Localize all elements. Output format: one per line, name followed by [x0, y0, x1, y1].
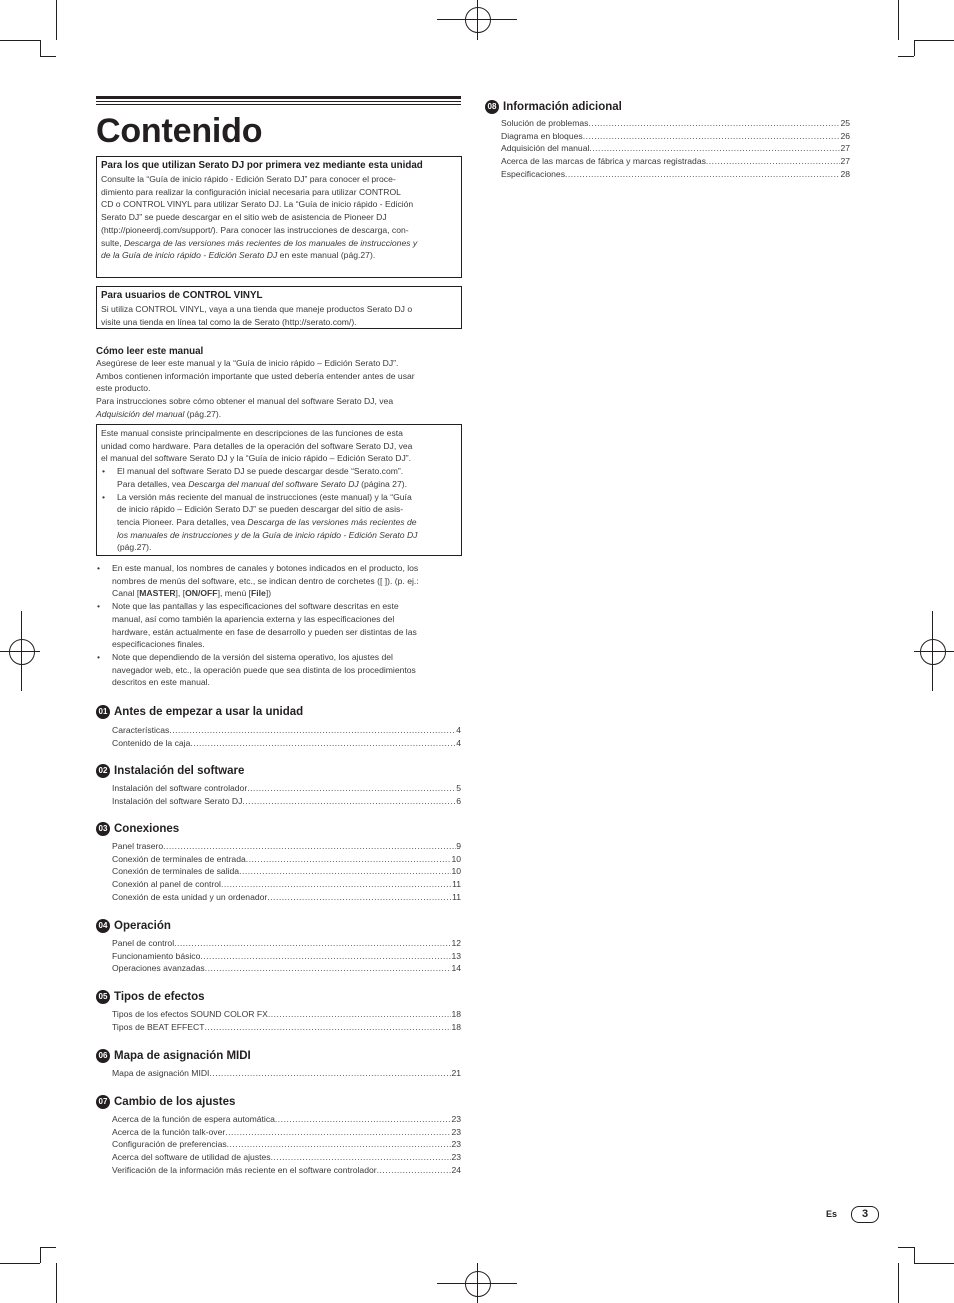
chapter-03-heading[interactable]: 03 Conexiones [96, 822, 179, 836]
chapter-06-entries [112, 1067, 461, 1080]
chapter-number-badge: 08 [485, 100, 499, 114]
chapter-01-entries [112, 724, 461, 749]
list-item: • Note que dependiendo de la versión del sistema operativo, los ajustes del navegador web, etc., la operación puede que sea distinta de los procedimientos descritos en este manual. [96, 651, 466, 689]
toc-entry[interactable]: Conexión al panel de control ..... 11 [112, 878, 461, 891]
toc-entry[interactable]: Diagrama en bloques ..... 26 [501, 130, 850, 143]
chapter-05-heading[interactable]: 05 Tipos de efectos [96, 990, 205, 1004]
notes-list [96, 562, 466, 689]
list-item: • En este manual, los nombres de canales y botones indicados en el producto, los nombres de menús del software, etc., se indican dentro de corchetes ([ ]). (p. ej.: Canal [MASTER], [ON/OFF], menú [File]) [96, 562, 466, 600]
chapter-08-entries [501, 117, 850, 181]
list-item: • Note que las pantallas y las especificaciones del software descritas en este manual, así como también la apariencia externa y las especificaciones del hardware, están actualmente en fase de desarrollo y pueden ser distintas de las especificaciones finales. [96, 600, 466, 651]
toc-entry[interactable]: Contenido de la caja ..... 4 [112, 737, 461, 750]
toc-entry[interactable]: Especificaciones ..... 28 [501, 168, 850, 181]
toc-entry[interactable]: Configuración de preferencias ..... 23 [112, 1138, 461, 1151]
toc-entry[interactable]: Acerca de la función talk-over ..... 23 [112, 1126, 461, 1139]
toc-entry[interactable]: Características ..... 4 [112, 724, 461, 737]
chapter-06-heading[interactable]: 06 Mapa de asignación MIDI [96, 1049, 251, 1063]
control-vinyl-heading: Para usuarios de CONTROL VINYL [101, 290, 263, 301]
first-time-notice-box [96, 156, 462, 278]
how-to-read-heading: Cómo leer este manual [96, 346, 204, 357]
chapter-02-entries [112, 782, 461, 807]
chapter-07-entries [112, 1113, 461, 1177]
toc-entry[interactable]: Panel trasero ..... 9 [112, 840, 461, 853]
chapter-04-entries [112, 937, 461, 975]
toc-entry[interactable]: Acerca de la función de espera automática ..... 23 [112, 1113, 461, 1126]
chapter-05-entries [112, 1008, 461, 1033]
language-label: Es [826, 1209, 838, 1219]
list-item: • La versión más reciente del manual de instrucciones (este manual) y la “Guía de inicio rápido – Edición Serato DJ” se pueden descargar del sitio de asis- tencia Pioneer. Para detalles, vea Descarga de las versiones más recientes de los manuales de instrucciones y de la Guía de inicio rápido - Edición Serato DJ (pág.27). [101, 491, 457, 555]
toc-entry[interactable]: Conexión de terminales de entrada ..... 10 [112, 853, 461, 866]
toc-entry[interactable]: Instalación del software controlador ..... 5 [112, 782, 461, 795]
quickstart-download-ref[interactable]: Descarga de las versiones más recientes de los manuales de instrucciones y [123, 237, 418, 248]
chapter-03-entries [112, 840, 461, 904]
toc-entry[interactable]: Adquisición del manual ..... 27 [501, 142, 850, 155]
chapter-number-badge: 07 [96, 1095, 110, 1109]
toc-entry[interactable]: Operaciones avanzadas ..... 14 [112, 962, 461, 975]
chapter-number-badge: 01 [96, 705, 110, 719]
chapter-number-badge: 05 [96, 990, 110, 1004]
chapter-number-badge: 06 [96, 1049, 110, 1063]
chapter-01-heading[interactable]: 01 Antes de empezar a usar la unidad [96, 705, 303, 719]
toc-entry[interactable]: Panel de control ..... 12 [112, 937, 461, 950]
toc-entry[interactable]: Acerca del software de utilidad de ajustes ..... 23 [112, 1151, 461, 1164]
toc-entry[interactable]: Conexión de terminales de salida ..... 10 [112, 865, 461, 878]
toc-entry[interactable]: Tipos de BEAT EFFECT ..... 18 [112, 1021, 461, 1034]
toc-entry[interactable]: Verificación de la información más reciente en el software controlador ..... 24 [112, 1164, 461, 1177]
toc-entry[interactable]: Acerca de las marcas de fábrica y marcas registradas ..... 27 [501, 155, 850, 168]
toc-entry[interactable]: Mapa de asignación MIDI ..... 21 [112, 1067, 461, 1080]
how-to-read-section: Cómo leer este manual Asegúrese de leer este manual y la “Guía de inicio rápido – Edición Serato DJ”. Ambos contienen información importante que usted debería entender antes de usar este producto. Para instrucciones sobre cómo obtener el manual del software Serato DJ, vea Adquisición del manual (pág.27). [96, 346, 462, 421]
toc-entry[interactable]: Solución de problemas ..... 25 [501, 117, 850, 130]
toc-entry[interactable]: Funcionamiento básico ..... 13 [112, 950, 461, 963]
chapter-07-heading[interactable]: 07 Cambio de los ajustes [96, 1095, 235, 1109]
page-number: 3 [851, 1206, 879, 1223]
toc-entry[interactable]: Tipos de los efectos SOUND COLOR FX ..... 18 [112, 1008, 461, 1021]
chapter-08-heading[interactable]: 08 Información adicional [485, 100, 622, 114]
list-item: • El manual del software Serato DJ se puede descargar desde “Serato.com”. Para detalles, vea Descarga del manual del software Serato DJ (página 27). [101, 465, 457, 490]
chapter-number-badge: 04 [96, 919, 110, 933]
toc-entry[interactable]: Conexión de esta unidad y un ordenador ..... 11 [112, 891, 461, 904]
manual-scope-box: Este manual consiste principalmente en descripciones de las funciones de esta unidad como hardware. Para detalles de la operación del software Serato DJ, vea el manual del software Serato DJ y la “Guía de inicio rápido – Edición Serato DJ”. • El manual del software Serato DJ se puede descargar desde “Serato.com”. Para detalles, vea Descarga del manual del software Serato DJ (página 27). • La versión más reciente del manual de instrucciones (este manual) y la “Guía de inicio rápido – Edición Serato DJ” se pueden descargar del sitio de asis- tencia Pioneer. Para detalles, vea Descarga de las versiones más recientes de los manuales de instrucciones y de la Guía de inicio rápido - Edición Serato DJ (pág.27). [96, 424, 462, 556]
control-vinyl-box: Para usuarios de CONTROL VINYL Si utiliza CONTROL VINYL, vaya a una tienda que maneje productos Serato DJ o visite una tienda en línea tal como la de Serato (http://serato.com/). [96, 286, 462, 329]
page-title: Contenido [96, 112, 263, 150]
chapter-number-badge: 03 [96, 822, 110, 836]
toc-entry[interactable]: Instalación del software Serato DJ ..... 6 [112, 795, 461, 808]
first-time-text: Consulte la “Guía de inicio rápido - Edición Serato DJ” para conocer el proce- dimiento para realizar la configuración inicial necesaria para utilizar CONTROL CD o CONTROL VINYL para utilizar Serato DJ. La “Guía de inicio rápido - Edición Serato DJ” se puede descargar en el sitio web de asistencia de Pioneer DJ (http://pioneerdj.com/support/). Para conocer las instrucciones de descarga, con- sulte, Descarga de las versiones más recientes de los manuales de instrucciones y de la Guía de inicio rápido - Edición Serato DJ en este manual (pág.27). [101, 174, 418, 261]
chapter-number-badge: 02 [96, 764, 110, 778]
chapter-04-heading[interactable]: 04 Operación [96, 919, 171, 933]
chapter-02-heading[interactable]: 02 Instalación del software [96, 764, 244, 778]
manual-acquisition-ref[interactable]: Adquisición del manual [96, 408, 185, 419]
first-time-heading: Para los que utilizan Serato DJ por primera vez mediante esta unidad [101, 160, 423, 171]
